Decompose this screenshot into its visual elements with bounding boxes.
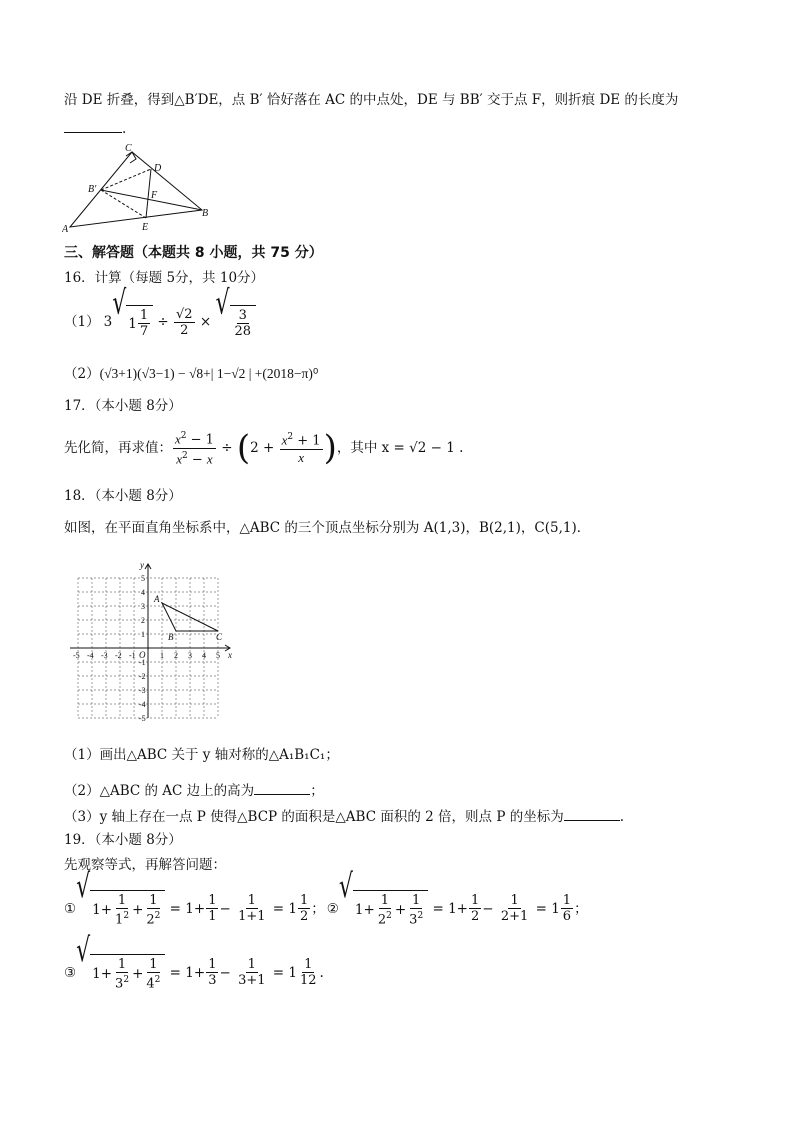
fig15-label-f: F <box>151 190 158 201</box>
q18-intro: 如图，在平面直角坐标系中，△ABC 的三个顶点坐标分别为 A(1,3)，B(2,1)，C(5,1)． <box>64 520 591 536</box>
x-tick-label: 3 <box>188 651 192 660</box>
q16-heading: 16．计算（每题 5分，共 10分） <box>64 270 265 286</box>
q19-equations-row1: ① √ 1+ $\frac{1}{1^2}$ + $\frac{1}{2^2}$ = 1+ $\frac{1}{1}$ − $\frac{1}{1+1}$ = 1 $\frac{1}{2}$ ； ② √ 1+ $\frac{1}{2^2}$ + $\frac{1}{3^2}$ = 1+ $\frac{1}{2}$ − $\frac{1}{2+1}$ = 1 $\frac{1}{6}$ ； <box>64 868 588 928</box>
point-b-label: B <box>168 632 174 642</box>
y-tick-label: -2 <box>139 672 146 681</box>
point-a-label: A <box>154 594 160 604</box>
q18-part3: （3）y 轴上存在一点 P 使得△BCP 的面积是△ABC 面积的 2 倍，则点 P 的坐标为 . <box>64 806 624 827</box>
q16-part2: （2）(√3+1)(√3−1) − √8+| 1−√2 | +(2018−π)⁰ <box>64 366 319 382</box>
fig15-label-b: B <box>202 208 209 219</box>
fig15-label-a: A <box>62 224 69 234</box>
q18-part2-blank[interactable] <box>254 780 310 795</box>
x-tick-label: 5 <box>216 651 220 660</box>
q19-heading: 19．（本小题 8分） <box>64 832 182 848</box>
q18-part3-blank[interactable] <box>564 806 620 821</box>
y-tick-label: 1 <box>141 630 145 639</box>
x-tick-label: -1 <box>129 651 136 660</box>
x-tick-label: -3 <box>101 651 108 660</box>
axis-x-label: x <box>228 650 232 660</box>
q18-heading: 18．（本小题 8分） <box>64 488 182 504</box>
y-tick-label: 4 <box>141 588 145 597</box>
y-tick-label: -1 <box>139 658 146 667</box>
x-tick-label: -4 <box>87 651 94 660</box>
q16-part1: （1） 3 √ 1 $\frac{1}{7}$ ÷ $\frac{√2}{2}$ × √ $\frac{3}{28}$ <box>64 300 256 344</box>
y-tick-label: -5 <box>139 714 146 722</box>
x-tick-label: 4 <box>202 651 206 660</box>
y-tick-label: 5 <box>141 574 145 583</box>
x-tick-label: 1 <box>160 651 164 660</box>
x-tick-label: -2 <box>115 651 122 660</box>
q15-answer-blank[interactable] <box>64 118 122 133</box>
point-c-label: C <box>216 632 223 642</box>
q15-text-line1: 沿 DE 折叠，得到△B′DE，点 B′ 恰好落在 AC 的中点处，DE 与 BB′ 交于点 F，则折痕 DE 的长度为 <box>64 92 679 108</box>
y-tick-label: -3 <box>139 686 146 695</box>
axis-y-label: y <box>140 560 144 570</box>
x-tick-label: 2 <box>174 651 178 660</box>
section-3-title: 三、解答题（本题共 8 小题，共 75 分） <box>64 245 323 261</box>
origin-label: O <box>139 650 146 660</box>
q17-problem: 先化简，再求值： $\frac{x^2 - 1}{x^2 - x}$ ÷ ( 2 + $\frac{x^2 + 1}{x}$ ) ，其中 x = √2 − 1 . <box>64 428 464 468</box>
coordinate-grid <box>66 556 238 722</box>
fig15-label-e: E <box>142 222 149 233</box>
q15-answer-line: . <box>64 118 126 139</box>
q18-part1: （1）画出△ABC 关于 y 轴对称的△A₁B₁C₁； <box>64 747 339 763</box>
q19-lead: 先观察等式，再解答问题： <box>64 857 226 873</box>
q17-heading: 17．（本小题 8分） <box>64 398 182 414</box>
fig15-label-d: D <box>154 163 162 174</box>
fold-triangle-figure <box>62 142 212 234</box>
x-tick-label: -5 <box>73 651 80 660</box>
y-tick-label: 3 <box>141 602 145 611</box>
q18-part2: （2）△ABC 的 AC 边上的高为 ； <box>64 780 324 801</box>
fig15-label-c: C <box>125 143 132 154</box>
fig15-label-b-prime: B′ <box>88 184 97 195</box>
q19-equations-row2: ③ √ 1+ $\frac{1}{3^2}$ + $\frac{1}{4^2}$ = 1+ $\frac{1}{3}$ − $\frac{1}{3+1}$ = 1 $\frac{1}{12}$ . <box>64 932 324 992</box>
y-tick-label: 2 <box>141 616 145 625</box>
y-tick-label: -4 <box>139 700 146 709</box>
